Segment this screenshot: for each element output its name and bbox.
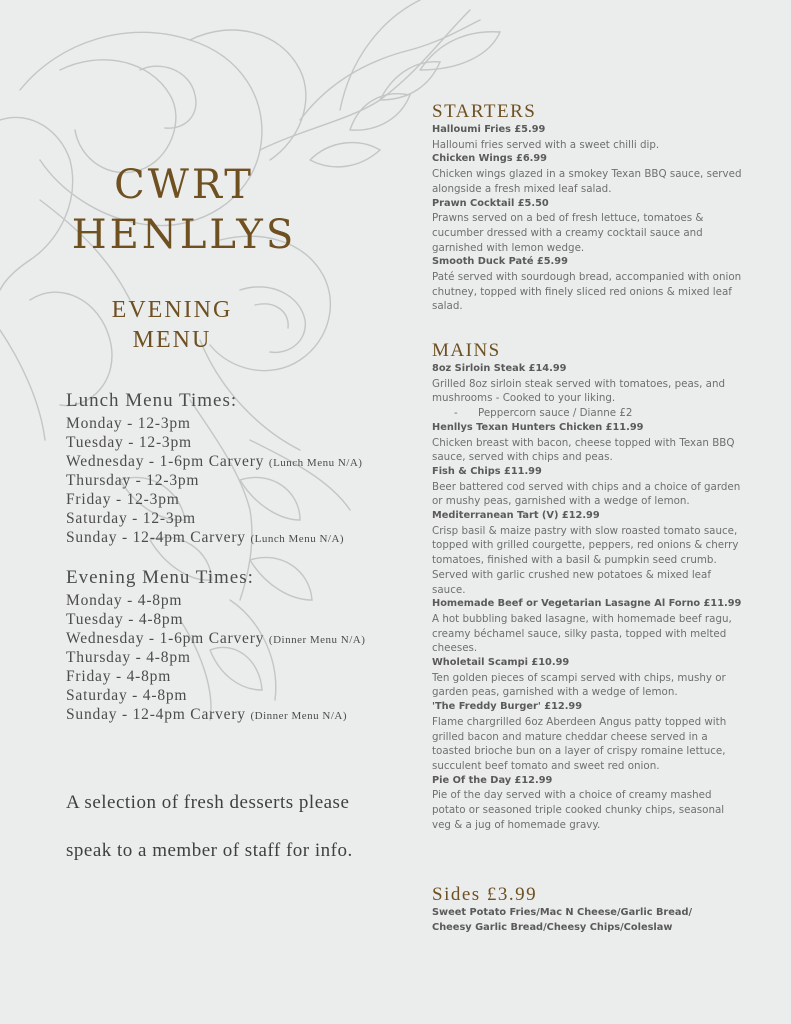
evening-row: Monday - 4-8pm	[66, 592, 183, 609]
brand-line-2: HENLLYS	[71, 212, 297, 258]
menu-title-line-1: EVENING	[111, 297, 233, 323]
menu-item-description: Chicken wings glazed in a smokey Texan BBQ sauce, served alongside a fresh mixed leaf salad.	[432, 168, 742, 195]
menu-item-name: Mediterranean Tart (V) £12.99	[432, 510, 600, 522]
menu-item-description: Grilled 8oz sirloin steak served with tomatoes, peas, and mushrooms - Cooked to your liking.	[432, 377, 726, 405]
menu-item-name: 'The Freddy Burger' £12.99	[432, 701, 583, 713]
menu-item-name: Homemade Beef or Vegetarian Lasagne Al Forno £11.99	[432, 598, 742, 610]
brand-name	[64, 160, 304, 260]
menu-title	[72, 295, 272, 355]
evening-row: Tuesday - 4-8pm	[66, 611, 184, 628]
sides-title: Sides £3.99	[432, 884, 538, 905]
menu-item-description: A hot bubbling baked lasagne, with homemade beef ragu, creamy béchamel sauce, silky pasta, topped with melted cheeses.	[432, 612, 732, 655]
menu-item-description: Halloumi fries served with a sweet chilli dip.	[432, 138, 660, 151]
evening-row: Friday - 4-8pm	[66, 668, 172, 685]
evening-times-heading: Evening Menu Times:	[66, 567, 254, 588]
menu-item-name: Chicken Wings £6.99	[432, 153, 547, 165]
extra-dash: -	[454, 407, 458, 420]
menu-item-name: Fish & Chips £11.99	[432, 465, 542, 477]
evening-times	[66, 567, 416, 725]
menu-item-name: Wholetail Scampi £10.99	[432, 657, 570, 669]
mains-section	[432, 340, 742, 833]
sides-list-line-2: Cheesy Garlic Bread/Cheesy Chips/Coleslaw	[432, 921, 673, 933]
desserts-note	[66, 792, 406, 888]
lunch-row: Monday - 12-3pm	[66, 415, 191, 432]
menu-item-description: Chicken breast with bacon, cheese topped with Texan BBQ sauce, served with chips and peas.	[432, 436, 735, 464]
lunch-row: Tuesday - 12-3pm	[66, 434, 192, 451]
desserts-line-2: speak to a member of staff for info.	[66, 840, 353, 861]
menu-title-line-2: MENU	[132, 327, 212, 353]
menu-item-name: 8oz Sirloin Steak £14.99	[432, 363, 567, 374]
starters-section	[432, 101, 742, 314]
lunch-row: Wednesday - 1-6pm Carvery (Lunch Menu N/A)	[66, 453, 363, 470]
menu-item-name: Henllys Texan Hunters Chicken £11.99	[432, 421, 644, 433]
menu-item-description: Ten golden pieces of scampi served with chips, mushy or garden peas, garnished with a wedge of lemon.	[432, 671, 726, 699]
menu-item-description: Paté served with sourdough bread, accompanied with onion chutney, topped with finely sliced red onions & mixed leaf salad.	[432, 271, 742, 313]
menu-item-description: Crisp basil & maize pastry with slow roasted tomato sauce, topped with grilled courgette, peppers, red onions & cherry tomatoes, finished with a basil & pumpkin seed crumb. Served with garlic crushed new potatoes & mixed leaf sauce.	[432, 524, 739, 596]
lunch-times	[66, 390, 416, 548]
lunch-times-heading: Lunch Menu Times:	[66, 390, 238, 411]
brand-line-1: CWRT	[114, 162, 254, 208]
mains-title: MAINS	[432, 340, 501, 361]
starters-title: STARTERS	[432, 101, 537, 122]
evening-row: Thursday - 4-8pm	[66, 649, 191, 666]
menu-item-name: Prawn Cocktail £5.50	[432, 197, 549, 209]
sides-section	[432, 884, 742, 935]
evening-row: Sunday - 12-4pm Carvery (Dinner Menu N/A)	[66, 706, 347, 723]
extra-text: Peppercorn sauce / Dianne £2	[478, 407, 633, 420]
menu-item-description: Pie of the day served with a choice of creamy mashed potato or seasoned triple cooked chunky chips, seasonal veg & a jug of homemade gravy.	[432, 789, 725, 831]
menu-item-name: Smooth Duck Paté £5.99	[432, 256, 568, 268]
menu-item-description: Beer battered cod served with chips and a choice of garden or mushy peas, garnished with a wedge of lemon.	[432, 480, 741, 508]
lunch-row: Sunday - 12-4pm Carvery (Lunch Menu N/A)	[66, 529, 345, 546]
menu-item-name: Pie Of the Day £12.99	[432, 774, 553, 786]
lunch-row: Friday - 12-3pm	[66, 491, 180, 508]
menu-item-description: Prawns served on a bed of fresh lettuce, tomatoes & cucumber dressed with a creamy cocktail sauce and garnished with lemon wedge.	[432, 212, 704, 254]
evening-row: Saturday - 4-8pm	[66, 687, 188, 704]
menu-item-description: Flame chargrilled 6oz Aberdeen Angus patty topped with grilled bacon and mature cheddar cheese served in a toasted brioche bun on a layer of crispy romaine lettuce, succulent beef tomato and sweet red onion.	[432, 715, 727, 772]
sides-list-line-1: Sweet Potato Fries/Mac N Cheese/Garlic Bread/	[432, 907, 693, 918]
menu-item-extra	[432, 406, 742, 421]
menu-item-name: Halloumi Fries £5.99	[432, 124, 546, 135]
lunch-row: Saturday - 12-3pm	[66, 510, 196, 527]
lunch-row: Thursday - 12-3pm	[66, 472, 200, 489]
desserts-line-1: A selection of fresh desserts please	[66, 792, 350, 813]
evening-row: Wednesday - 1-6pm Carvery (Dinner Menu N/A)	[66, 630, 366, 647]
